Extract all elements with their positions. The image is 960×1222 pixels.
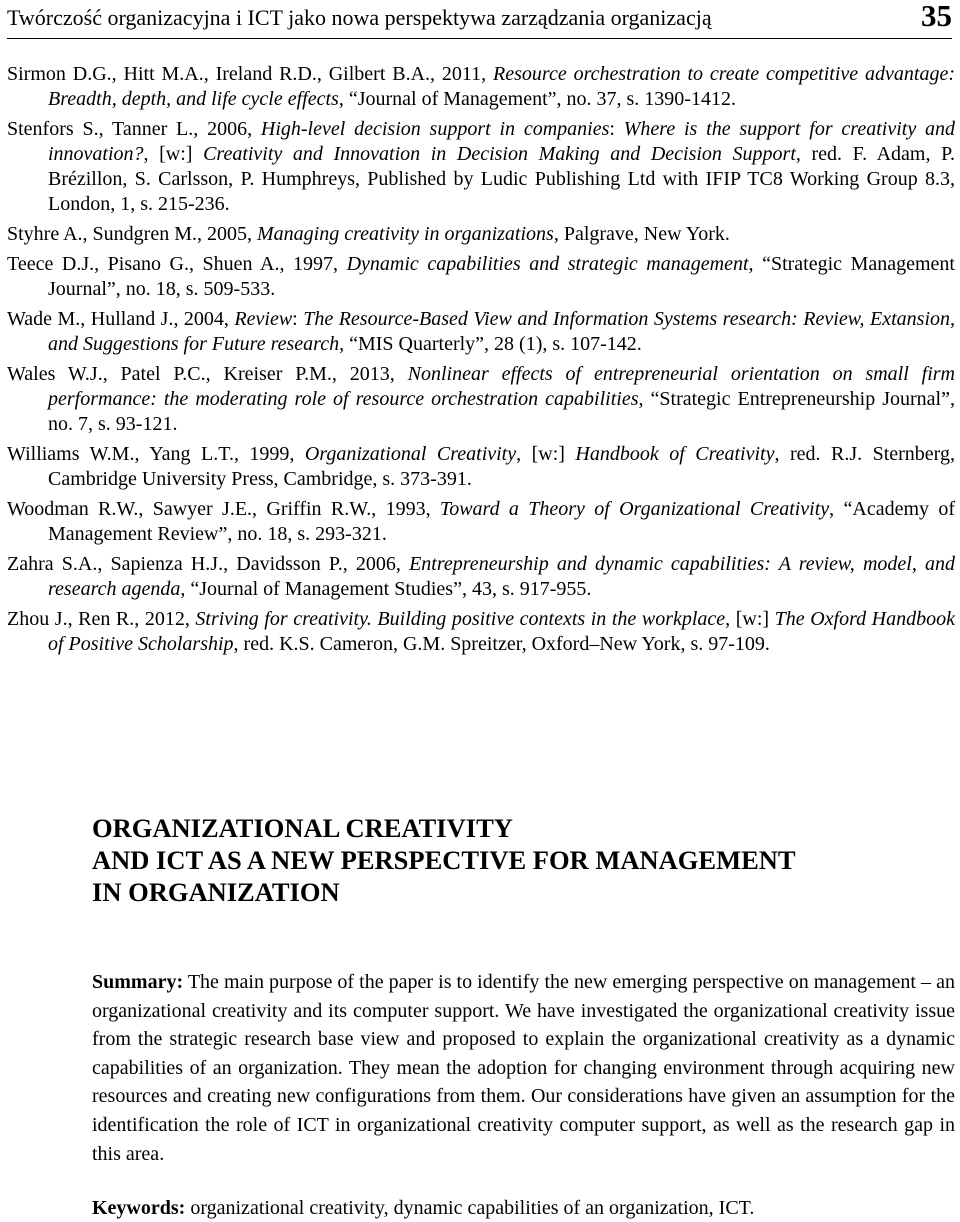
- reference-text-segment: Teece D.J., Pisano G., Shuen A., 1997,: [7, 253, 347, 275]
- reference-title-segment: Managing creativity in organizations: [257, 223, 554, 245]
- article-abstract-section: [92, 812, 955, 1222]
- summary-label: Summary:: [92, 971, 184, 993]
- reference-list: [7, 62, 955, 662]
- page-number: 35: [921, 0, 952, 33]
- reference-text-segment: Styhre A., Sundgren M., 2005,: [7, 223, 257, 245]
- reference-text-segment: Woodman R.W., Sawyer J.E., Griffin R.W., 1993,: [7, 498, 440, 520]
- reference-text-segment: , [w:]: [516, 443, 576, 465]
- reference-title-segment: Handbook of Creativity: [575, 443, 775, 465]
- reference-text-segment: , [w:]: [143, 143, 204, 165]
- reference-title-segment: Resource orchestration to create competitive advantage: Breadth, depth, and life cycle effects: [48, 63, 955, 110]
- reference-text-segment: , red. K.S. Cameron, G.M. Spreitzer, Oxford–New York, s. 97-109.: [233, 633, 770, 655]
- reference-text-segment: , “Strategic Entrepreneurship Journal”, no. 7, s. 93-121.: [48, 388, 955, 435]
- reference-entry: [7, 552, 955, 602]
- reference-title-segment: The Resource-Based View and Information Systems research: Review, Extansion, and Suggestions for Future research: [48, 308, 956, 355]
- reference-text-segment: Sirmon D.G., Hitt M.A., Ireland R.D., Gilbert B.A., 2011,: [7, 63, 494, 85]
- reference-text-segment: :: [609, 118, 624, 140]
- reference-title-segment: Where is the support for creativity and innovation?: [48, 118, 956, 165]
- running-header: [7, 0, 952, 39]
- article-title-line: ORGANIZATIONAL CREATIVITY: [92, 813, 513, 843]
- reference-entry: [7, 607, 955, 657]
- reference-entry: [7, 497, 955, 547]
- reference-text-segment: , “MIS Quarterly”, 28 (1), s. 107-142.: [339, 333, 642, 355]
- running-header-title: Twórczość organizacyjna i ICT jako nowa perspektywa zarządzania organizacją: [7, 5, 712, 30]
- reference-entry: [7, 222, 955, 247]
- reference-entry: [7, 62, 955, 112]
- reference-title-segment: Striving for creativity. Building positive contexts in the workplace: [195, 608, 726, 630]
- reference-entry: [7, 307, 955, 357]
- keywords-text: organizational creativity, dynamic capabilities of an organization, ICT.: [185, 1197, 755, 1220]
- reference-text-segment: :: [292, 308, 304, 330]
- reference-title-segment: Toward a Theory of Organizational Creativity: [439, 498, 830, 520]
- reference-title-segment: Nonlinear effects of entrepreneurial orientation on small firm performance: the moderating role of resource orchestration capabilities: [48, 363, 955, 410]
- reference-text-segment: Zahra S.A., Sapienza H.J., Davidsson P., 2006,: [7, 553, 410, 575]
- reference-text-segment: , “Journal of Management Studies”, 43, s. 917-955.: [180, 578, 592, 600]
- reference-entry: [7, 117, 955, 217]
- article-title: [92, 812, 955, 908]
- reference-entry: [7, 252, 955, 302]
- reference-text-segment: , red. F. Adam, P. Brézillon, S. Carlsson, P. Humphreys, Published by Ludic Publishing Ltd with IFIP TC8 Working Group 8.3, London, 1, s. 215-236.: [48, 143, 955, 215]
- article-title-line: IN ORGANIZATION: [92, 877, 340, 907]
- summary-text: The main purpose of the paper is to identify the new emerging perspective on management – an organizational creativity and its computer support. We have investigated the organizational creativity issue from the strategic research base view and proposed to explain the organizational creativity as a dynamic capabilities of an organization. They mean the adoption for changing environment through acquiring new resources and creating new configurations from them. Our considerations have given an assumption for the identification the role of ICT in organizational creativity computer support, as well as the research gap in this area.: [92, 971, 955, 1165]
- keywords-paragraph: [92, 1194, 955, 1222]
- reference-text-segment: Williams W.M., Yang L.T., 1999,: [7, 443, 305, 465]
- reference-title-segment: Review: [234, 308, 293, 330]
- reference-text-segment: , [w:]: [725, 608, 775, 630]
- keywords-label: Keywords:: [92, 1197, 186, 1220]
- reference-title-segment: Organizational Creativity: [304, 443, 517, 465]
- reference-title-segment: High-level decision support in companies: [260, 118, 610, 140]
- reference-entry: [7, 442, 955, 492]
- reference-text-segment: , “Journal of Management”, no. 37, s. 1390-1412.: [338, 88, 736, 110]
- reference-entry: [7, 362, 955, 437]
- reference-text-segment: Wales W.J., Patel P.C., Kreiser P.M., 2013,: [7, 363, 408, 385]
- reference-text-segment: , Palgrave, New York.: [553, 223, 730, 245]
- reference-title-segment: Entrepreneurship and dynamic capabilities: A review, model, and research agenda: [48, 553, 955, 600]
- reference-text-segment: Stenfors S., Tanner L., 2006,: [7, 118, 261, 140]
- article-title-line: AND ICT AS A NEW PERSPECTIVE FOR MANAGEMENT: [92, 845, 796, 875]
- reference-text-segment: , red. R.J. Sternberg, Cambridge University Press, Cambridge, s. 373-391.: [48, 443, 955, 490]
- reference-title-segment: Dynamic capabilities and strategic management: [346, 253, 749, 275]
- reference-title-segment: Creativity and Innovation in Decision Making and Decision Support: [203, 143, 796, 165]
- summary-paragraph: [92, 968, 955, 1168]
- reference-text-segment: Zhou J., Ren R., 2012,: [7, 608, 196, 630]
- reference-title-segment: The Oxford Handbook of Positive Scholarship: [48, 608, 955, 655]
- reference-text-segment: , “Academy of Management Review”, no. 18, s. 293-321.: [48, 498, 955, 545]
- reference-text-segment: Wade M., Hulland J., 2004,: [7, 308, 235, 330]
- reference-text-segment: , “Strategic Management Journal”, no. 18, s. 509-533.: [48, 253, 955, 300]
